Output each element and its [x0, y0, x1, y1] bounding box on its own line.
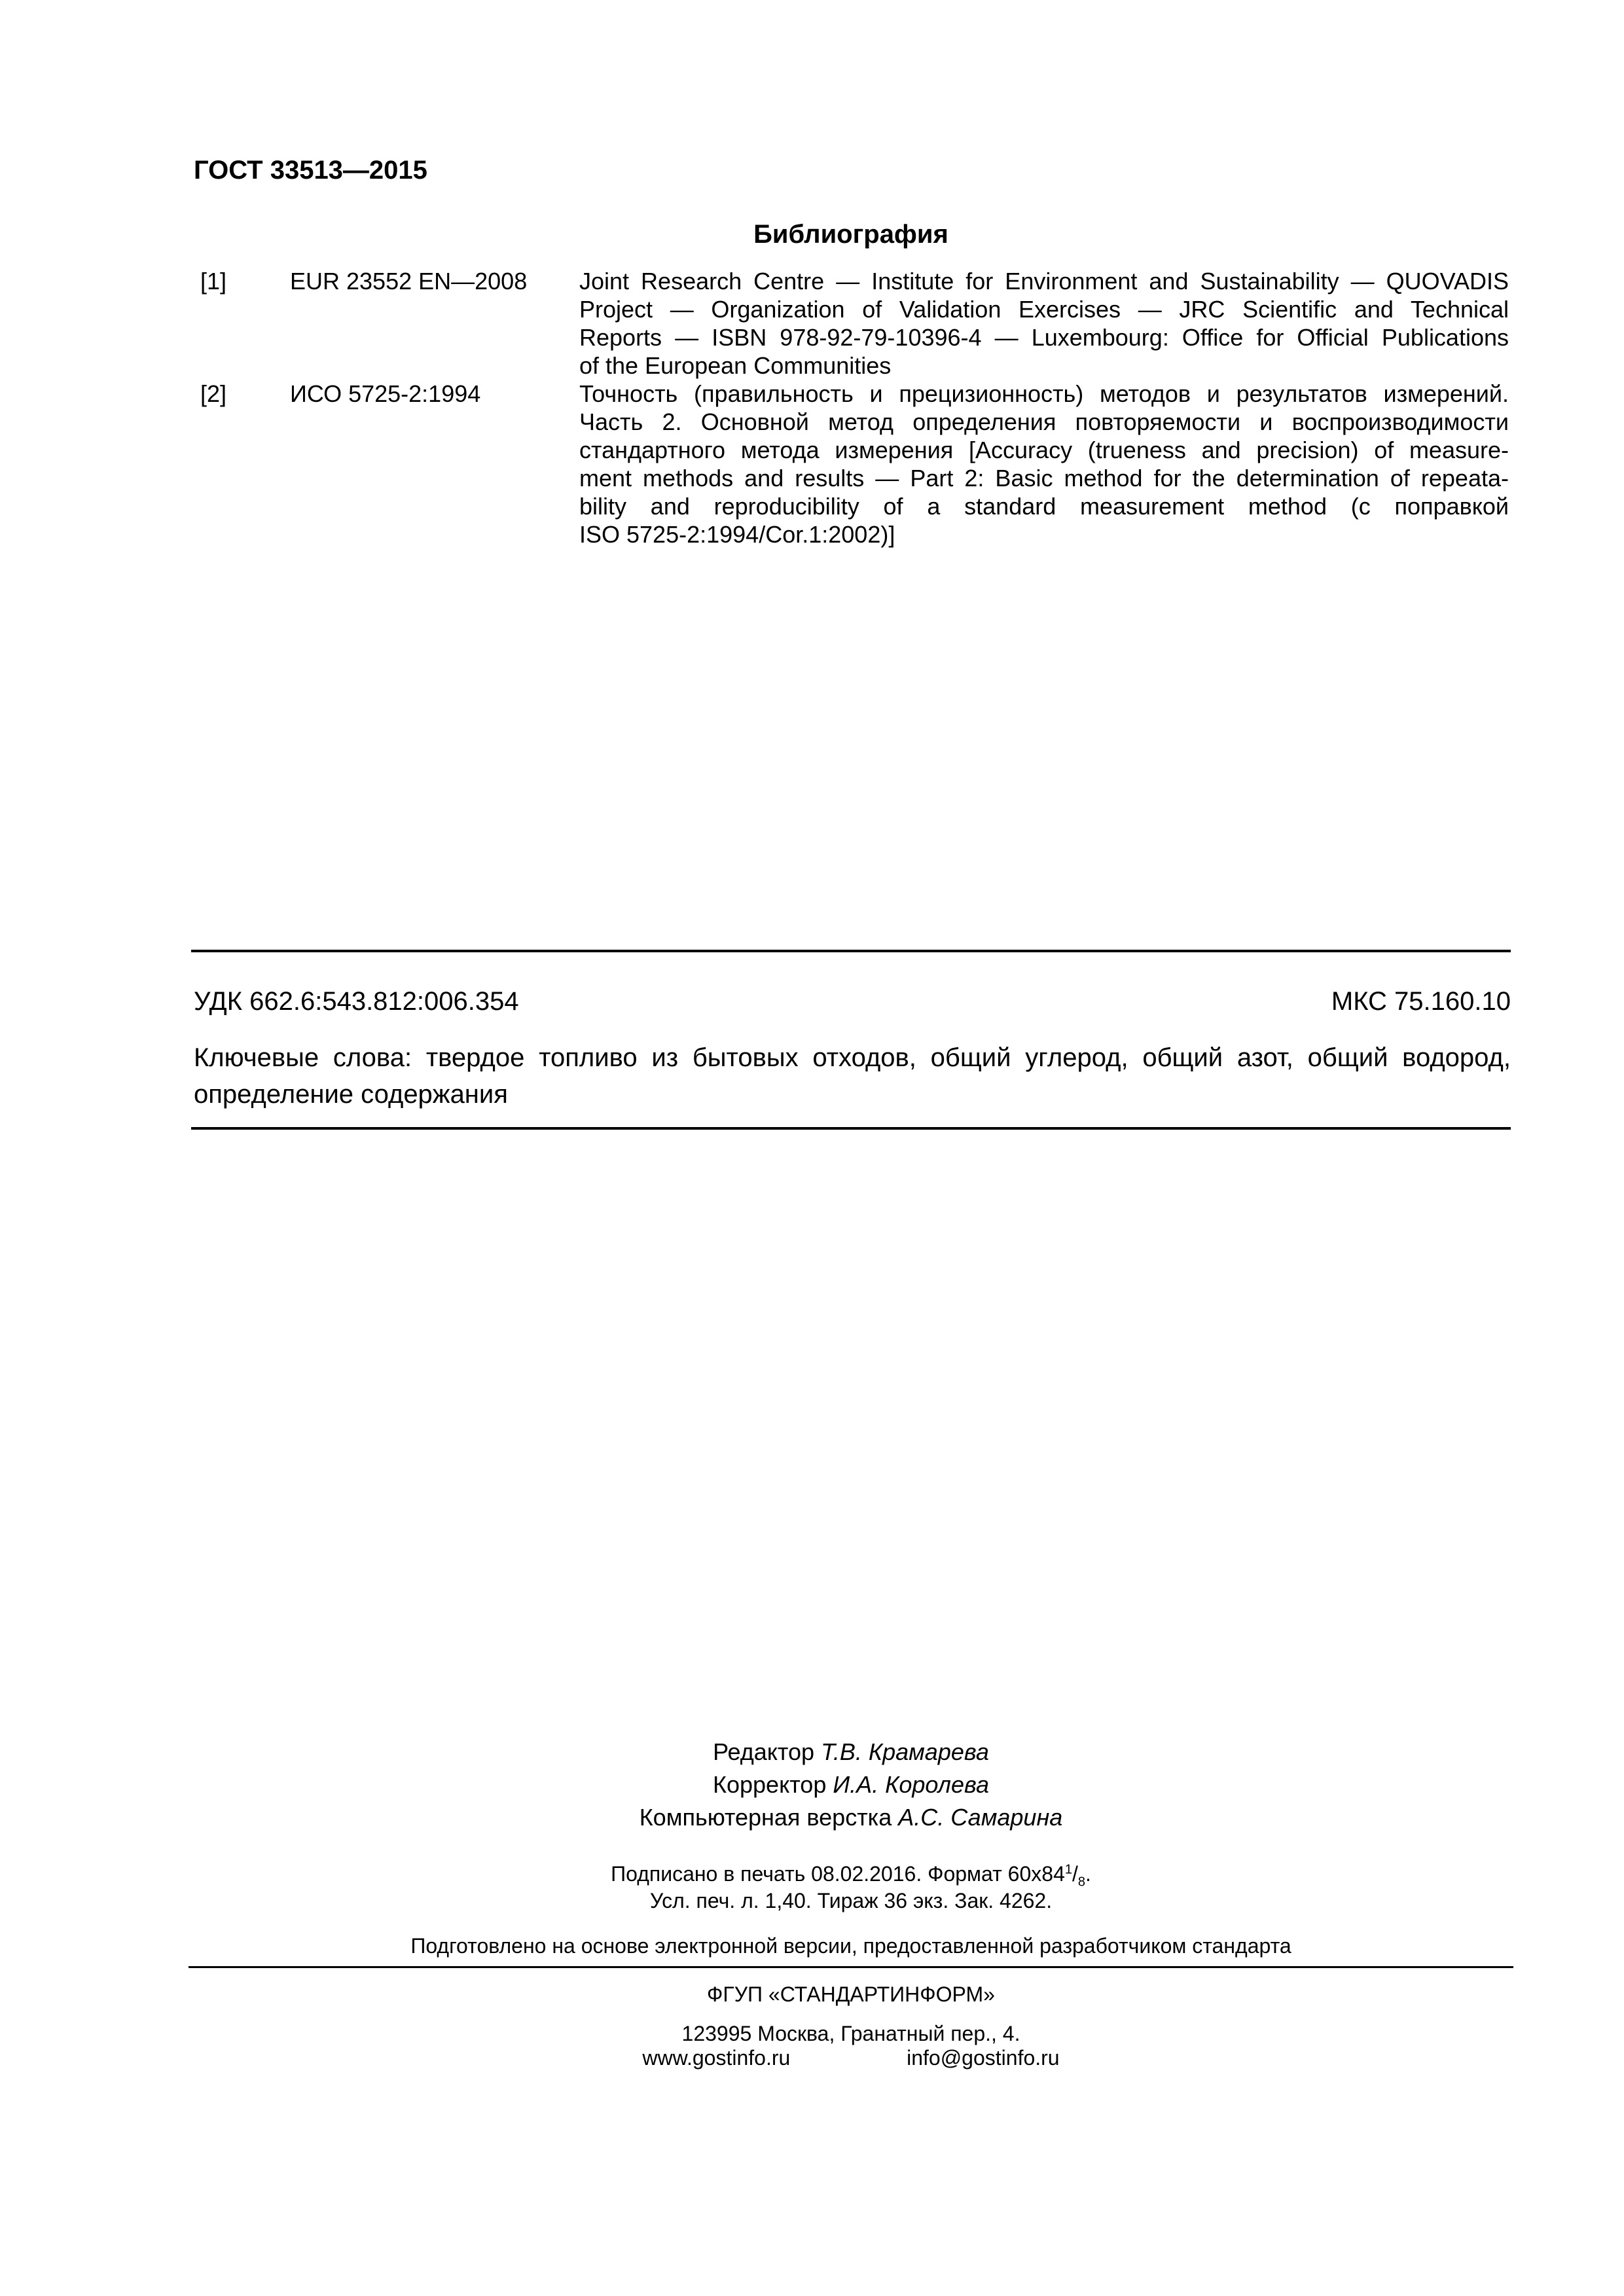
format-end: .: [1085, 1862, 1091, 1886]
text-line: bility and reproducibility of a standard measurement method (с поправкой: [579, 493, 1509, 520]
corrector-line: [0, 1768, 1624, 1801]
bibliography-entry-2-code: ИСО 5725-2:1994: [290, 380, 481, 407]
keywords-line: Ключевые слова: твердое топливо из бытовых отходов, общий углерод, общий азот, общий водород,: [194, 1043, 1511, 1072]
website-link[interactable]: www.gostinfo.ru: [642, 2046, 791, 2070]
prepared-note: Подготовлено на основе электронной версии, предоставленной разработчиком стандарта: [410, 1934, 1291, 1958]
email-link[interactable]: info@gostinfo.ru: [907, 2046, 1060, 2070]
text-line: Joint Research Centre — Institute for Environment and Sustainability — QUOVADIS: [579, 268, 1509, 295]
bibliography-entry-2-number: [2]: [200, 380, 227, 407]
print-info-line-1: Подписано в печать 08.02.2016. Формат $60x84^1/_8$.: [611, 1862, 1091, 1890]
bibliography-entry-1-text: [579, 267, 1509, 380]
text-line: of the European Communities: [579, 352, 892, 379]
mks-code: МКС 75.160.10: [1331, 987, 1511, 1016]
text-line: ISO 5725-2:1994/Cor.1:2002)]: [579, 521, 895, 548]
corrector-name: И.А. Королева: [833, 1771, 989, 1798]
format-denominator: 8: [1077, 1874, 1085, 1890]
publisher-address: 123995 Москва, Гранатный пер., 4.: [681, 2022, 1020, 2045]
layout-name: А.С. Самарина: [898, 1804, 1063, 1831]
bibliography-entry-2-text: [579, 380, 1509, 548]
top-divider: [191, 950, 1511, 952]
bibliography-title: Библиография: [753, 220, 948, 249]
editor-name: Т.В. Крамарева: [821, 1738, 989, 1765]
text-line: Project — Organization of Validation Exercises — JRC Scientific and Technical: [579, 296, 1509, 323]
publisher-name: ФГУП «СТАНДАРТИНФОРМ»: [707, 1982, 995, 2006]
format-numerator: 1: [1064, 1862, 1072, 1877]
keywords-line: определение содержания: [194, 1080, 508, 1109]
editor-line: [0, 1736, 1624, 1768]
layout-label: Компьютерная верстка: [639, 1804, 892, 1831]
text-line: Точность (правильность и прецизионность) методов и результатов измерений.: [579, 380, 1509, 407]
editor-label: Редактор: [713, 1738, 815, 1765]
contacts-spacer: [790, 2046, 907, 2070]
udk-code: УДК 662.6:543.812:006.354: [194, 987, 519, 1016]
text-line: Часть 2. Основной метод определения повторяемости и воспроизводимости: [579, 408, 1509, 435]
bibliography-entry-1-number: [1]: [200, 268, 227, 295]
text-line: ment methods and results — Part 2: Basic method for the determination of repeata-: [579, 465, 1509, 492]
bibliography-entry-1-code: EUR 23552 EN—2008: [290, 268, 528, 295]
publisher-contacts: [0, 2045, 1624, 2071]
corrector-label: Корректор: [713, 1771, 827, 1798]
document-code: ГОСТ 33513—2015: [194, 156, 427, 185]
colophon-divider: [189, 1966, 1513, 1968]
bottom-divider: [191, 1127, 1511, 1130]
signed-text: Подписано в печать 08.02.2016. Формат 60x84: [611, 1862, 1065, 1886]
text-line: Reports — ISBN 978-92-79-10396-4 — Luxembourg: Office for Official Publications: [579, 324, 1509, 351]
keywords: [194, 1039, 1511, 1113]
layout-line: [0, 1801, 1624, 1834]
text-line: стандартного метода измерения [Accuracy (trueness and precision) of measure-: [579, 437, 1509, 463]
print-info-line-2: Усл. печ. л. 1,40. Тираж 36 экз. Зак. 4262.: [649, 1889, 1053, 1912]
